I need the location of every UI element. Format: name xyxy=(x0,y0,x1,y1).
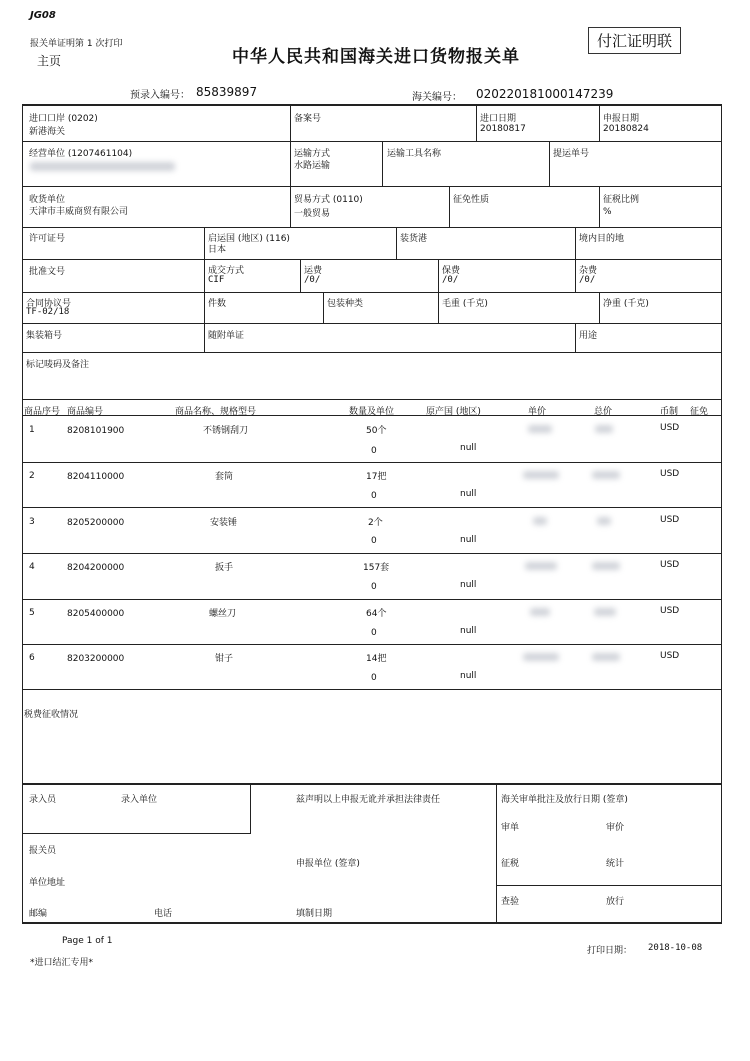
item-origin: null xyxy=(460,671,477,681)
item-code: 8205200000 xyxy=(67,518,125,528)
item-qty: 17把 xyxy=(366,472,387,482)
item-qty-secondary: 0 xyxy=(371,582,377,592)
origin-country-value: 日本 xyxy=(208,245,227,255)
approval-no-label: 批准文号 xyxy=(29,267,66,277)
item-code: 8208101900 xyxy=(67,426,125,436)
col-currency: 币制 xyxy=(660,407,679,417)
unit-address-label: 单位地址 xyxy=(29,878,66,888)
freight-value: /0/ xyxy=(304,275,321,285)
pre-entry-label: 预录入编号： xyxy=(130,90,190,101)
home-link[interactable]: 主页 xyxy=(37,54,62,68)
consignee-value: 天津市丰威商贸有限公司 xyxy=(29,207,129,217)
copy-stamp: 付汇证明联 xyxy=(588,27,681,54)
item-code: 8204200000 xyxy=(67,563,125,573)
fill-date-label: 填制日期 xyxy=(296,909,333,919)
item-origin: null xyxy=(460,626,477,636)
col-total-price: 总价 xyxy=(594,407,613,417)
marks-remarks-label: 标记唛码及备注 xyxy=(26,360,90,370)
redacted-unit-price xyxy=(525,562,557,570)
table-row xyxy=(0,562,750,602)
item-no: 6 xyxy=(29,653,35,663)
entry-port-label: 进口口岸 (0202) xyxy=(29,114,98,124)
pieces-label: 件数 xyxy=(208,299,227,309)
item-currency: USD xyxy=(660,560,680,570)
redacted-total-price xyxy=(594,608,616,616)
transport-mode-label: 运输方式 xyxy=(294,149,331,159)
levy-label: 征税 xyxy=(501,859,520,869)
statistics-label: 统计 xyxy=(606,859,625,869)
col-quantity: 数量及单位 xyxy=(349,407,395,417)
item-no: 5 xyxy=(29,608,35,618)
insurance-label: 保费 xyxy=(442,266,461,276)
item-name: 套筒 xyxy=(215,472,234,482)
tax-ratio-label: 征税比例 xyxy=(603,195,640,205)
postcode-label: 邮编 xyxy=(29,909,48,919)
item-qty: 50个 xyxy=(366,426,387,436)
entry-clerk-label: 录入员 xyxy=(29,795,57,805)
customs-number: 020220181000147239 xyxy=(476,87,614,101)
redacted-unit-price xyxy=(523,471,559,479)
freight-label: 运费 xyxy=(304,266,323,276)
item-origin: null xyxy=(460,443,477,453)
item-origin: null xyxy=(460,535,477,545)
redacted-operator-name xyxy=(30,162,175,171)
table-row xyxy=(0,608,750,648)
import-date-label: 进口日期 xyxy=(480,114,517,124)
print-date-value: 2018-10-08 xyxy=(648,943,703,953)
declare-date-value: 20180824 xyxy=(603,124,649,134)
tax-ratio-value: % xyxy=(603,207,612,217)
misc-fee-label: 杂费 xyxy=(579,266,598,276)
release-label: 放行 xyxy=(606,897,625,907)
item-name: 安装锤 xyxy=(210,518,238,528)
table-row xyxy=(0,471,750,511)
item-qty-secondary: 0 xyxy=(371,446,377,456)
record-no-label: 备案号 xyxy=(294,114,322,124)
col-item-no: 商品序号 xyxy=(24,407,61,417)
net-weight-label: 净重 (千克) xyxy=(603,299,649,309)
col-origin: 原产国 (地区) xyxy=(426,407,481,417)
transport-mode-value: 水路运输 xyxy=(294,161,331,171)
declare-date-label: 申报日期 xyxy=(603,114,640,124)
col-unit-price: 单价 xyxy=(528,407,547,417)
item-name: 螺丝刀 xyxy=(209,609,237,619)
page-number: Page 1 of 1 xyxy=(62,936,113,946)
item-currency: USD xyxy=(660,651,680,661)
origin-country-label: 启运国 (地区) (116) xyxy=(208,234,290,244)
price-audit-label: 审价 xyxy=(606,823,625,833)
redacted-total-price xyxy=(592,471,620,479)
contract-no-label: 合同协议号 xyxy=(26,299,72,309)
packing-type-label: 包装种类 xyxy=(327,299,364,309)
item-currency: USD xyxy=(660,606,680,616)
page-title: 中华人民共和国海关进口货物报关单 xyxy=(232,47,520,67)
declarant-label: 报关员 xyxy=(29,846,57,856)
item-qty: 157套 xyxy=(363,563,390,573)
import-settlement-note: *进口结汇专用* xyxy=(30,958,94,968)
container-no-label: 集装箱号 xyxy=(26,331,63,341)
trade-mode-value: 一般贸易 xyxy=(294,209,331,219)
item-name: 钳子 xyxy=(215,654,234,664)
table-row xyxy=(0,517,750,557)
review-label: 审单 xyxy=(501,823,520,833)
table-row xyxy=(0,425,750,465)
customs-approval-title: 海关审单批注及放行日期 (签章) xyxy=(501,795,628,805)
consignee-label: 收货单位 xyxy=(29,195,66,205)
deal-mode-label: 成交方式 xyxy=(208,266,245,276)
item-no: 4 xyxy=(29,562,35,572)
customs-no-label: 海关编号： xyxy=(412,92,462,103)
pre-entry-number: 85839897 xyxy=(196,85,258,99)
item-origin: null xyxy=(460,489,477,499)
insurance-value: /0/ xyxy=(442,275,459,285)
item-qty: 2个 xyxy=(368,518,383,528)
item-qty-secondary: 0 xyxy=(371,628,377,638)
item-currency: USD xyxy=(660,515,680,525)
print-date-label: 打印日期： xyxy=(587,946,633,956)
item-code: 8205400000 xyxy=(67,609,125,619)
item-qty: 14把 xyxy=(366,654,387,664)
deal-mode-value: CIF xyxy=(208,275,225,285)
redacted-unit-price xyxy=(530,608,550,616)
item-origin: null xyxy=(460,580,477,590)
redacted-unit-price xyxy=(523,653,559,661)
usage-label: 用途 xyxy=(579,331,598,341)
misc-fee-value: /0/ xyxy=(579,275,596,285)
redacted-total-price xyxy=(597,517,611,525)
inspection-label: 查验 xyxy=(501,897,520,907)
col-description: 商品名称、规格型号 xyxy=(175,407,257,417)
print-count: 报关单证明第 1 次打印 xyxy=(30,39,123,49)
col-exemption: 征免 xyxy=(690,407,709,417)
item-currency: USD xyxy=(660,469,680,479)
item-qty: 64个 xyxy=(366,609,387,619)
redacted-total-price xyxy=(595,425,613,433)
gross-weight-label: 毛重 (千克) xyxy=(442,299,488,309)
col-hs-code: 商品编号 xyxy=(67,407,104,417)
import-date-value: 20180817 xyxy=(480,124,526,134)
license-label: 许可证号 xyxy=(29,234,66,244)
loading-port-label: 装货港 xyxy=(400,234,428,244)
entry-unit-label: 录入单位 xyxy=(121,795,158,805)
item-no: 3 xyxy=(29,517,35,527)
redacted-unit-price xyxy=(528,425,552,433)
item-no: 1 xyxy=(29,425,35,435)
item-name: 不锈钢刮刀 xyxy=(203,426,249,436)
attached-docs-label: 随附单证 xyxy=(208,331,245,341)
item-qty-secondary: 0 xyxy=(371,536,377,546)
item-code: 8203200000 xyxy=(67,654,125,664)
table-row xyxy=(0,653,750,693)
item-currency: USD xyxy=(660,423,680,433)
redacted-unit-price xyxy=(533,517,547,525)
phone-label: 电话 xyxy=(154,909,173,919)
tax-collection-label: 税费征收情况 xyxy=(24,710,79,720)
contract-no-value: TF-02/18 xyxy=(26,307,70,317)
item-qty-secondary: 0 xyxy=(371,673,377,683)
redacted-total-price xyxy=(592,562,620,570)
entry-port-value: 新港海关 xyxy=(29,127,66,137)
declare-unit-label: 申报单位 (签章) xyxy=(296,859,360,869)
exemption-label: 征免性质 xyxy=(453,195,490,205)
redacted-total-price xyxy=(592,653,620,661)
item-name: 扳手 xyxy=(215,563,234,573)
operator-label: 经营单位 (1207461104) xyxy=(29,149,133,159)
declaration-text: 兹声明以上申报无讹并承担法律责任 xyxy=(296,795,441,805)
trade-mode-label: 贸易方式 (0110) xyxy=(294,195,363,205)
vessel-name-label: 运输工具名称 xyxy=(387,149,442,159)
bill-of-lading-label: 提运单号 xyxy=(553,149,590,159)
destination-label: 境内目的地 xyxy=(579,234,625,244)
form-code: JG08 xyxy=(30,10,56,21)
item-code: 8204110000 xyxy=(67,472,125,482)
item-qty-secondary: 0 xyxy=(371,491,377,501)
item-no: 2 xyxy=(29,471,35,481)
